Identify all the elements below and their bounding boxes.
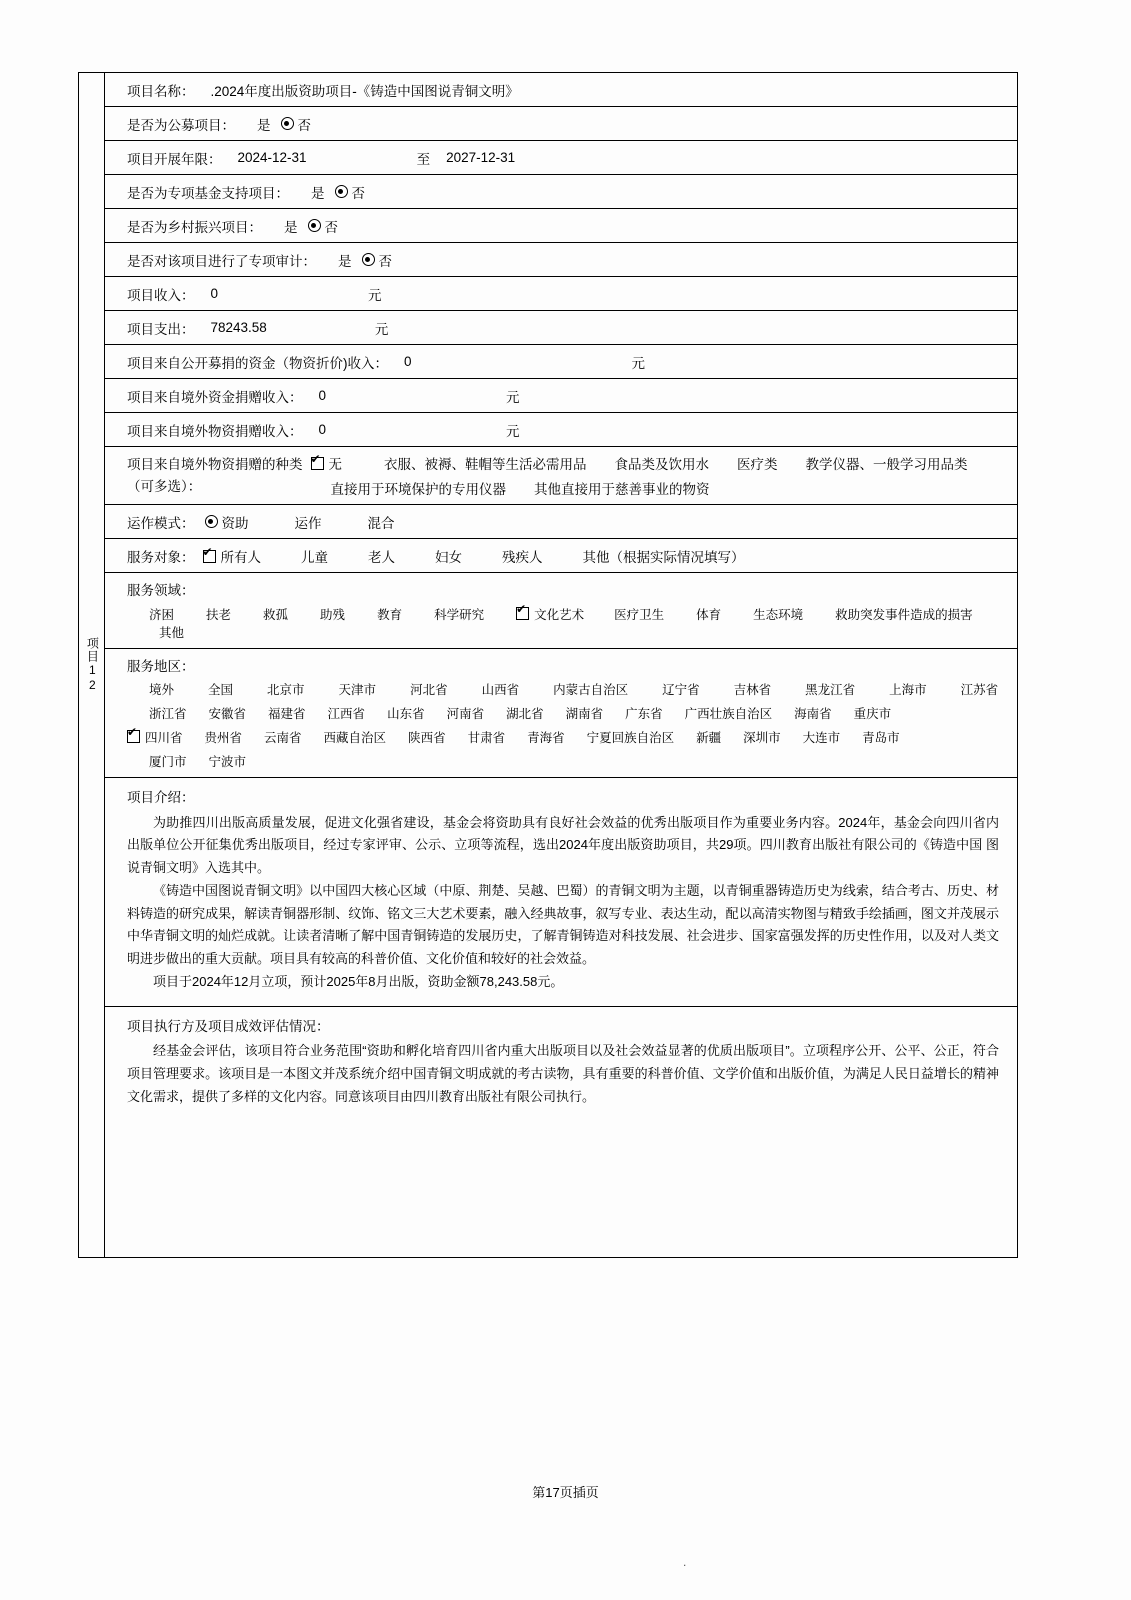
- region-xizang[interactable]: 西藏自治区: [323, 731, 387, 745]
- field-audit: [105, 243, 1017, 277]
- goods-option-food[interactable]: [615, 453, 710, 473]
- region-qingdao[interactable]: 青岛市: [862, 731, 900, 745]
- is-public-no-radio[interactable]: [281, 117, 294, 130]
- region-nationwide[interactable]: 全国: [208, 683, 234, 697]
- project-intro-paragraph-2: 《铸造中国图说青铜文明》以中国四大核心区域（中原、荆楚、吴越、巴蜀）的青铜文明为主题，以青铜重器铸造历史为线索，结合考古、历史、材料铸造的研究成果，解读青铜器形制、纹饰、铭文三大艺术要素，融入经典故事，叙写专业、表达生动，配以高清实物图与精致手绘插画，图文并茂展示中华青铜文明的灿烂成就。让读者清晰了解中国青铜铸造的发展历史，了解青铜铸造对科技发展、社会进步、国家富强发挥的历史性作用，以及对人类文明进步做出的重大贡献。项目具有较高的科普价值、文化价值和较好的社会效益。: [127, 882, 999, 967]
- overseas-fund-unit: 元: [506, 389, 520, 405]
- checkbox-icon[interactable]: [311, 457, 324, 470]
- overseas-goods-types-label-line1: 项目来自境外物资捐赠的种类: [127, 457, 303, 472]
- field-public-donation: [105, 345, 1017, 379]
- region-tianjin[interactable]: 天津市: [338, 683, 377, 697]
- project-intro-title: 项目介绍：: [127, 790, 195, 805]
- mode-funding-radio[interactable]: [205, 515, 218, 528]
- checkbox-icon[interactable]: [127, 730, 140, 743]
- mode-funding-text: 资助: [221, 515, 249, 531]
- field-expense: [105, 311, 1017, 345]
- field-is-public: [105, 107, 1017, 141]
- goods-options-line-2: [311, 478, 1008, 498]
- region-chongqing[interactable]: 重庆市: [853, 707, 892, 721]
- is-public-no-text: 否: [297, 117, 311, 133]
- field-rural: [105, 209, 1017, 243]
- audience-other-text[interactable]: 其他（根据实际情况填写）: [582, 549, 745, 565]
- public-donation-value: 0: [404, 354, 412, 369]
- rural-label: 是否为乡村振兴项目：: [127, 219, 262, 235]
- expense-label: 项目支出：: [127, 321, 195, 337]
- service-region-label: 服务地区：: [127, 659, 195, 674]
- region-line-2: [127, 704, 1007, 722]
- rural-no-radio[interactable]: [308, 219, 321, 232]
- field-special-fund: [105, 175, 1017, 209]
- region-henan[interactable]: 河南省: [446, 707, 485, 721]
- region-hebei[interactable]: 河北省: [410, 683, 448, 697]
- field-option-sports[interactable]: 体育: [696, 608, 722, 622]
- project-intro-paragraph-3: 项目于2024年12月立项，预计2025年8月出版，资助金额78,243.58元。: [153, 973, 564, 989]
- special-fund-yes-text: 是: [311, 185, 325, 201]
- region-heilongjiang[interactable]: 黑龙江省: [805, 683, 856, 697]
- region-hunan[interactable]: 湖南省: [565, 707, 604, 721]
- region-guizhou[interactable]: 贵州省: [204, 731, 243, 745]
- field-option-emergency[interactable]: 救助突发事件造成的损害: [835, 608, 973, 622]
- region-line-3: [127, 728, 1007, 746]
- field-service-region: [105, 649, 1017, 778]
- region-overseas[interactable]: 境外: [149, 683, 175, 697]
- region-ningbo[interactable]: 宁波市: [208, 755, 247, 769]
- region-fujian[interactable]: 福建省: [268, 707, 306, 721]
- checkbox-icon[interactable]: [203, 550, 216, 563]
- public-donation-label: 项目来自公开募捐的资金（物资折价)收入：: [127, 355, 388, 371]
- goods-option-medical-text: 医疗类: [737, 457, 778, 472]
- project-name-value: .2024年度出版资助项目-《铸造中国图说青铜文明》: [210, 83, 519, 99]
- overseas-fund-value: 0: [318, 388, 327, 403]
- page-footer: 第17页插页: [532, 1485, 599, 1500]
- expense-value: 78243.58: [210, 320, 267, 335]
- region-dalian[interactable]: 大连市: [802, 731, 841, 745]
- region-shanghai[interactable]: 上海市: [889, 683, 927, 697]
- region-xiamen[interactable]: 厦门市: [149, 755, 187, 769]
- region-line-4: [127, 752, 1007, 770]
- is-public-yes[interactable]: [257, 114, 271, 134]
- goods-option-charity-text: 其他直接用于慈善事业的物资: [534, 482, 710, 497]
- audience-all-text: 所有人: [220, 549, 261, 565]
- audit-yes[interactable]: [338, 250, 352, 270]
- region-shandong[interactable]: 山东省: [387, 707, 425, 721]
- field-option-ecology[interactable]: 生态环境: [753, 608, 804, 622]
- field-option-culture-text: 文化艺术: [534, 608, 585, 622]
- region-guangxi[interactable]: 广西壮族自治区: [684, 707, 773, 721]
- region-jiangsu[interactable]: 江苏省: [960, 683, 999, 697]
- project-execution-title: 项目执行方及项目成效评估情况：: [127, 1018, 330, 1034]
- field-option-orphan[interactable]: 救孤: [263, 608, 289, 622]
- is-public-label: 是否为公募项目：: [127, 117, 235, 133]
- project-intro-paragraph-1: 为助推四川出版高质量发展，促进文化强省建设，基金会将资助具有良好社会效益的优秀出版项目作为重要业务内容。2024年，基金会向四川省内出版单位公开征集优秀出版项目，经过专家评审、公示、立项等流程，选出2024年度出版资助项目，共29项。四川教育出版社有限公司的《铸造中国 图说青铜文明》入选其中。: [127, 814, 999, 876]
- goods-option-clothes[interactable]: [384, 453, 587, 473]
- period-label: 项目开展年限：: [127, 151, 222, 167]
- audience-label: 服务对象：: [127, 549, 195, 565]
- goods-option-teaching[interactable]: [806, 453, 968, 473]
- project-form-table: [78, 72, 1018, 1258]
- income-unit: 元: [368, 287, 382, 303]
- region-liaoning[interactable]: 辽宁省: [662, 683, 700, 697]
- period-end: 2027-12-31: [446, 150, 516, 165]
- region-shanxi[interactable]: 山西省: [481, 683, 520, 697]
- field-income: [105, 277, 1017, 311]
- region-jilin[interactable]: 吉林省: [733, 683, 772, 697]
- field-project-execution: [105, 1007, 1017, 1257]
- is-public-yes-text: 是: [257, 117, 271, 133]
- audience-all[interactable]: [203, 546, 262, 566]
- goods-option-clothes-text: 衣服、被褥、鞋帽等生活必需用品: [384, 457, 587, 472]
- region-anhui[interactable]: 安徽省: [208, 707, 247, 721]
- period-start: 2024-12-31: [237, 150, 307, 165]
- field-service-field: [105, 573, 1017, 649]
- overseas-goods-types-label: [127, 453, 303, 497]
- field-audience: [105, 539, 1017, 573]
- row-index-text: 项目12: [85, 636, 100, 693]
- overseas-goods-value: 0: [318, 422, 327, 437]
- audience-women-text[interactable]: 妇女: [435, 549, 462, 565]
- audit-yes-text: 是: [338, 253, 352, 269]
- field-overseas-goods: [105, 413, 1017, 447]
- public-donation-unit: 元: [631, 355, 646, 371]
- region-shenzhen[interactable]: 深圳市: [743, 731, 781, 745]
- field-option-research[interactable]: 科学研究: [434, 608, 485, 622]
- income-label: 项目收入：: [127, 287, 195, 303]
- page-bottom-mark: .: [683, 1555, 687, 1569]
- region-hainan[interactable]: 海南省: [794, 707, 832, 721]
- audit-no-radio[interactable]: [362, 253, 375, 266]
- rural-yes-text: 是: [284, 219, 298, 235]
- form-body: [105, 73, 1017, 1257]
- rural-yes[interactable]: [284, 216, 298, 236]
- goods-option-food-text: 食品类及饮用水: [614, 457, 709, 472]
- goods-option-charity[interactable]: [534, 478, 710, 498]
- audience-elderly-text[interactable]: 老人: [368, 549, 395, 565]
- expense-unit: 元: [374, 321, 389, 337]
- goods-option-none-text: 无: [328, 457, 342, 472]
- field-project-name: [105, 73, 1017, 107]
- special-fund-no-radio[interactable]: [335, 185, 348, 198]
- mode-label: 运作模式：: [127, 515, 195, 531]
- field-option-education[interactable]: 教育: [377, 608, 403, 622]
- field-option-poverty[interactable]: 济困: [149, 608, 175, 622]
- special-fund-yes[interactable]: [311, 182, 325, 202]
- audience-children-text[interactable]: 儿童: [301, 549, 328, 565]
- overseas-goods-unit: 元: [506, 423, 520, 439]
- field-option-disabled[interactable]: 助残: [320, 608, 346, 622]
- goods-options-line-1: [311, 453, 1008, 473]
- audit-no-text: 否: [378, 253, 392, 269]
- goods-option-medical[interactable]: [737, 453, 778, 473]
- field-option-culture[interactable]: [516, 605, 584, 623]
- overseas-goods-types-options: [311, 453, 1008, 498]
- goods-option-environment-text: 直接用于环境保护的专用仪器: [330, 482, 506, 497]
- region-xinjiang[interactable]: 新疆: [696, 731, 722, 745]
- overseas-goods-label: 项目来自境外物资捐赠收入：: [127, 423, 303, 439]
- field-period: [105, 141, 1017, 175]
- income-value: 0: [210, 286, 219, 301]
- checkbox-icon[interactable]: [516, 607, 529, 620]
- field-overseas-goods-types: [105, 447, 1017, 505]
- overseas-goods-types-label-line2: （可多选）：: [127, 478, 202, 494]
- audience-disabled-text[interactable]: 残疾人: [502, 549, 543, 565]
- region-hubei[interactable]: 湖北省: [506, 707, 544, 721]
- goods-option-none[interactable]: [311, 453, 343, 473]
- goods-option-environment[interactable]: [331, 478, 507, 498]
- region-jiangxi[interactable]: 江西省: [327, 707, 366, 721]
- mode-operation-text[interactable]: 运作: [294, 515, 322, 531]
- special-fund-no-text: 否: [351, 185, 365, 201]
- field-overseas-fund: [105, 379, 1017, 413]
- region-zhejiang[interactable]: 浙江省: [149, 707, 187, 721]
- field-project-intro: [105, 778, 1017, 1007]
- project-name-label: 项目名称：: [127, 83, 195, 99]
- region-guangdong[interactable]: 广东省: [625, 707, 663, 721]
- region-shaanxi[interactable]: 陕西省: [408, 731, 446, 745]
- region-neimenggu[interactable]: 内蒙古自治区: [553, 683, 629, 697]
- region-beijing[interactable]: 北京市: [267, 683, 305, 697]
- service-field-label: 服务领域：: [127, 583, 195, 598]
- region-gansu[interactable]: 甘肃省: [467, 731, 506, 745]
- special-fund-label: 是否为专项基金支持项目：: [127, 185, 289, 201]
- project-execution-paragraph-1: 经基金会评估，该项目符合业务范围“资助和孵化培育四川省内重大出版项目以及社会效益显著的优质出版项目”。立项程序公开、公平、公正，符合项目管理要求。该项目是一本图文并茂系统介绍中国青铜文明成就的考古读物，具有重要的科普价值、文学价值和出版价值，为满足人民日益增长的精神文化需求，提供了多样的文化内容。同意该项目由四川教育出版社有限公司执行。: [127, 1043, 999, 1104]
- field-option-elderly[interactable]: 扶老: [206, 608, 232, 622]
- region-qinghai[interactable]: 青海省: [527, 731, 565, 745]
- field-option-other[interactable]: 其他: [159, 626, 185, 640]
- period-to: 至: [416, 151, 431, 167]
- service-field-options: [127, 605, 1007, 641]
- mode-mixed-text[interactable]: 混合: [367, 515, 395, 531]
- audit-label: 是否对该项目进行了专项审计：: [127, 253, 316, 269]
- region-sichuan[interactable]: [127, 728, 183, 746]
- field-mode: [105, 505, 1017, 539]
- row-index-label: [79, 73, 105, 1257]
- field-option-health[interactable]: 医疗卫生: [614, 608, 665, 622]
- region-ningxia[interactable]: 宁夏回族自治区: [586, 731, 675, 745]
- goods-option-teaching-text: 教学仪器、一般学习用品类: [805, 457, 968, 472]
- region-sichuan-text: 四川省: [145, 731, 183, 745]
- region-line-1: [127, 680, 1007, 698]
- rural-no-text: 否: [324, 219, 338, 235]
- overseas-fund-label: 项目来自境外资金捐赠收入：: [127, 389, 303, 405]
- region-yunnan[interactable]: 云南省: [264, 731, 302, 745]
